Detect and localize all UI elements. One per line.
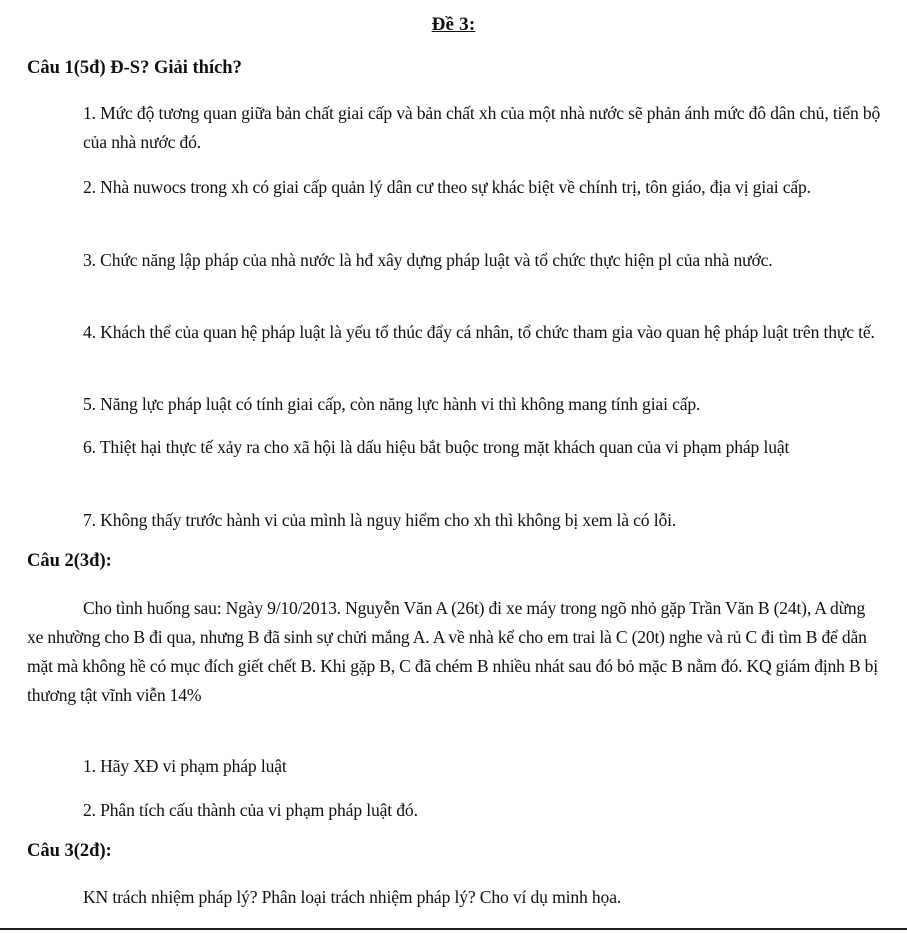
question-3-text: KN trách nhiệm pháp lý? Phân loại trách nhiệm pháp lý? Cho ví dụ minh họa.	[83, 887, 622, 907]
question-1-item-6: 6. Thiệt hại thực tế xảy ra cho xã hội là dấu hiệu bắt buộc trong mặt khách quan của vi phạm pháp luật	[83, 437, 790, 457]
question-1-item-2: 2. Nhà nuwocs trong xh có giai cấp quản lý dân cư theo sự khác biệt về chính trị, tôn giáo, địa vị giai cấp.	[83, 177, 811, 197]
question-1-item-4: 4. Khách thể của quan hệ pháp luật là yếu tố thúc đẩy cá nhân, tổ chức tham gia vào quan hệ pháp luật trên thực tế.	[83, 322, 875, 342]
question-2-scenario: Cho tình huống sau: Ngày 9/10/2013. Nguyễn Văn A (26t) đi xe máy trong ngõ nhỏ gặp Trần Văn B (24t), A dừng xe nhường cho B đi qua, nhưng B đã sinh sự chửi mắng A. A về nhà kể cho em trai là C (20t) nghe và rủ C đi tìm B để dằn mặt mà không hề có mục đích giết chết B. Khi gặp B, C đã chém B nhiều nhát sau đó bỏ mặc B nằm đó. KQ giám định B bị thương tật vĩnh viễn 14%	[27, 598, 878, 705]
question-1-item-5: 5. Năng lực pháp luật có tính giai cấp, còn năng lực hành vi thì không mang tính giai cấp.	[83, 394, 701, 414]
question-3-heading: Câu 3(2đ):	[27, 841, 112, 861]
question-2-item-2: 2. Phân tích cấu thành của vi phạm pháp luật đó.	[83, 800, 418, 820]
question-2-item-1: 1. Hãy XĐ vi phạm pháp luật	[83, 756, 287, 776]
question-1-item-3: 3. Chức năng lập pháp của nhà nước là hđ xây dựng pháp luật và tổ chức thực hiện pl của nhà nước.	[83, 250, 773, 270]
question-1-item-7: 7. Không thấy trước hành vi của mình là nguy hiểm cho xh thì không bị xem là có lỗi.	[83, 510, 677, 530]
question-1-item-1: 1. Mức độ tương quan giữa bản chất giai cấp và bản chất xh của một nhà nước sẽ phản ánh mức đô dân chủ, tiến bộ của nhà nước đó.	[83, 103, 881, 152]
exam-title: Đề 3:	[431, 14, 476, 35]
question-2-heading: Câu 2(3đ):	[27, 551, 112, 571]
question-1-heading: Câu 1(5đ) Đ-S? Giải thích?	[27, 58, 242, 78]
bottom-divider	[0, 928, 907, 930]
